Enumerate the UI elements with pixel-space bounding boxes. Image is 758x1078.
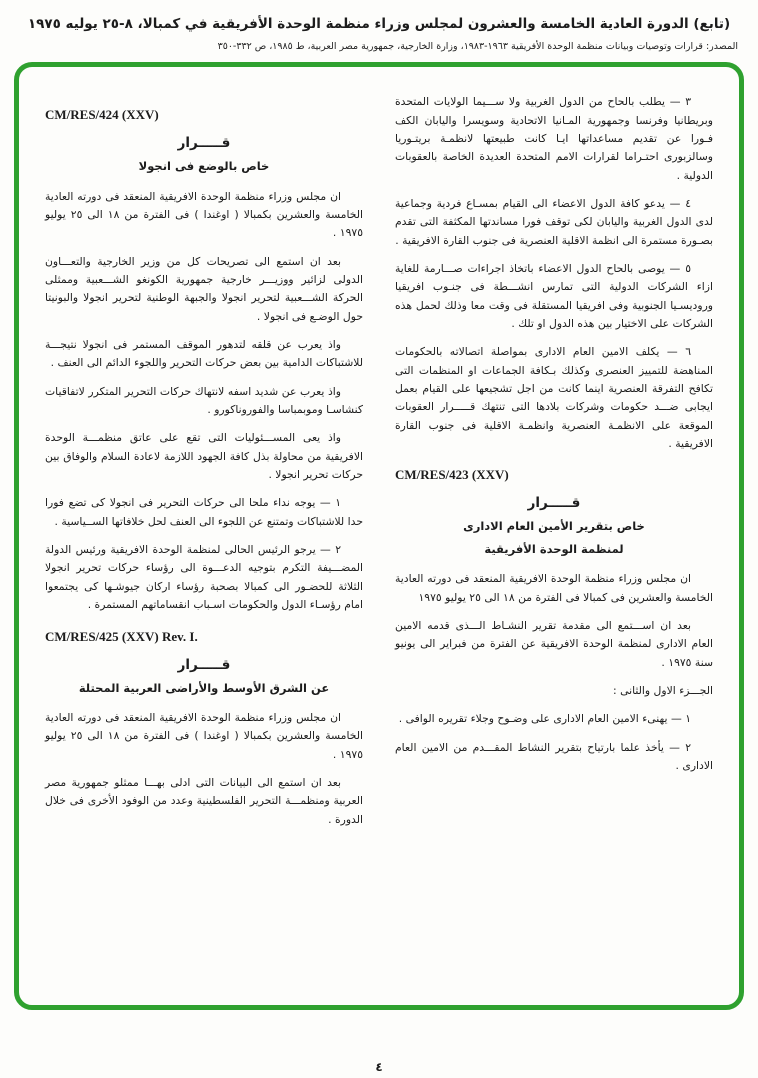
paragraph: واذ يعرب عن قلقه لتدهور الموقف المستمر فى انجولا نتيجـــة للاشتباكات الدامية بين بعض حركات التحرير واللجوء الدائم الى العنف .	[45, 338, 363, 370]
paragraph: ٣ — يطلب بالحاح من الدول الغربية ولا ســـيما الولايات المتحدة وبريطانيا وفرنسا وجمهورية المـانيا الاتحادية وسويسرا واليابان الكف فـورا عن تقديم مساعداتها ايـا كانت طبيعتها لانظمـة بريتـوريا وسالزبورى احتـراما لقرارات الامم المتحدة العديدة الخاصة بالعقوبات الدولية .	[395, 95, 713, 182]
resolution-title: قـــــرار	[177, 135, 231, 152]
paragraph: واذ يعرب عن شديد اسفه لانتهاك حركات التحرير المتكرر لاتفاقيات كنشاسـا وموبمباسا والفوروناكورو .	[45, 384, 363, 417]
resolution-subtitle: عن الشرق الأوسط والأراضى العربية المحتلة	[78, 680, 330, 695]
paragraph: ان مجلس وزراء منظمة الوحدة الافريقية المنعقد فى دورته العادية الخامسة والعشرين فى كمبالا فى الفترة من ١٨ الى ٢٥ يوليو ١٩٧٥	[395, 572, 713, 604]
paragraph: ٤ — يدعو كافة الدول الاعضاء الى القيام بمسـاع فردية وجماعية لدى الدول الغربية واليابان لكى توقف فورا مساندتها المكثفة التى تقدم بصـورة مستمرة الى انظمة الاقلية العنصرية فى جنوب القارة الافريقية .	[395, 196, 713, 247]
document-header	[0, 0, 758, 52]
header-title: (تابع) الدورة العادية الخامسة والعشرون لمجلس وزراء منظمة الوحدة الأفريقية في كمبالا، ٨-٢٥ يوليه ١٩٧٥	[27, 16, 731, 32]
paragraph: بعد ان اســـتمع الى مقدمة تقرير النشـاط الـــذى قدمه الامين العام الادارى لمنظمة الوحدة الافريقية عن الفترة من فبراير الى يونيو سنة ١٩٧٥ .	[395, 618, 713, 669]
paragraph: ان مجلس وزراء منظمة الوحدة الافريقية المنعقد فى دورته العادية الخامسة والعشرين بكمبالا ( اوغندا ) فى الفترة من ١٨ الى ٢٥ يوليو ١٩٧٥ .	[45, 189, 364, 240]
paragraph: ٢ — يرجو الرئيس الحالى لمنظمة الوحدة الافريقية ورئيس الدولة المضـــيفة التكرم بتوجيه الدعـــوة الى رؤساء حركات تحرير انجولا الثلاثة للحضـور الى كمبالا بصحبة رؤساء اركان جيوشـها كى يجتمعوا امام رؤسـاء الدول والحكومات اسـباب انقساماتهم المستمرة .	[45, 543, 363, 612]
paragraph: واذ يعى المســـئوليات التى تقع على عاتق منظمـــة الوحدة الافريقية من محاولة بذل كافة الجهود اللازمة لاعادة السلام والوفاق بين حركات تحرير انجولا .	[45, 431, 363, 482]
paragraph: بعد ان استمع الى تصريحات كل من وزير الخارجية والتعـــاون الدولى لزائير ووزيـــر خارجية جمهورية الكونغو الشـــعبية وممثلى الحركة الشـــعبية لتحرير انجولا والجبهة الوطنية لتحرير انجولا والبونيتا حول الوضـع فى انجولا .	[45, 254, 363, 323]
resolution-code: CM/RES/424 (XXV)	[45, 107, 159, 123]
section-label: الجـــزء الاول والثانى :	[613, 683, 713, 697]
resolution-code: CM/RES/425 (XXV) Rev. I.	[45, 628, 198, 644]
resolution-subtitle: خاص بتقرير الأمين العام الادارى	[463, 519, 645, 534]
paragraph: ان مجلس وزراء منظمة الوحدة الافريقية المنعقد فى دورته العادية الخامسة والعشرين بكمبالا ( اوغندا ) فى الفترة من ١٨ الى ٢٥ يوليو ١٩٧٥ .	[45, 710, 364, 761]
paragraph: ١ — يوجه نداء ملحا الى حركات التحرير فى انجولا كى تضع فورا حدا للاشتباكات وتمتنع عن اللجوء الى العنف لحل خلافاتها الســياسية .	[45, 496, 363, 528]
resolution-subtitle: لمنظمة الوحدة الأفريقية	[484, 541, 624, 556]
paragraph: بعد ان استمع الى البيانات التى ادلى بهـــا ممثلو جمهورية مصر العربية ومنظمـــة التحرير الفلسطينية وعدد من الوفود الأخرى فى خلال الدورة .	[45, 775, 363, 826]
paragraph: ٢ — يأخذ علما بارتياح بتقرير النشاط المقـــدم من الامين العام الادارى .	[395, 740, 713, 772]
resolution-title: قـــــرار	[177, 656, 231, 673]
two-column-layout	[45, 93, 713, 997]
paragraph: ٥ — يوصى بالحاح الدول الاعضاء باتخاذ اجراءات صـــارمة للغاية ازاء الشركات الدولية التى تمارس انشـــطة فى جنـوب افريقيا وروديسـيا الجنوبية وفى افريقيا المستقلة فى وقت معا وذلك لحمل هذه الشركات على الاختيار بين هذه الدول او تلك .	[395, 262, 713, 331]
resolution-title: قـــــرار	[527, 495, 581, 512]
paragraph: ٦ — يكلف الامين العام الادارى بمواصلة اتصالاته بالحكومات المناهضة للتمييز العنصرى وكذلك بـكافة الجماعات او المنظمات التى تكافح التفرقة العنصرية اينما كانت من اجل تشجيعها على القيام بعمل ايجابى ضـــد حكومات وشركات بلادها التى تنتهك قـــــرار العقوبات الموقعة على الانظمـة العنصرية وانظمـة الاقلية فى جنوب القارة الافريقية .	[395, 345, 713, 451]
header-source-line: المصدر: قرارات وتوصيات وبيانات منظمة الوحدة الأفريقية ١٩٦٣-١٩٨٣، وزارة الخارجية، جمهورية مصر العربية، ط ١٩٨٥، ص ٣٣٢-٣٥٠	[217, 41, 738, 53]
page-number: ٤	[375, 1060, 383, 1074]
content-frame	[14, 62, 744, 1010]
paragraph: ١ — يهنىء الامين العام الادارى على وضـوح وجلاء تقريره الوافى .	[398, 712, 691, 726]
resolution-subtitle: خاص بالوضع فى انجولا	[138, 159, 270, 174]
column-right	[395, 93, 713, 997]
resolution-code: CM/RES/423 (XXV)	[395, 467, 509, 483]
column-left	[45, 93, 363, 997]
